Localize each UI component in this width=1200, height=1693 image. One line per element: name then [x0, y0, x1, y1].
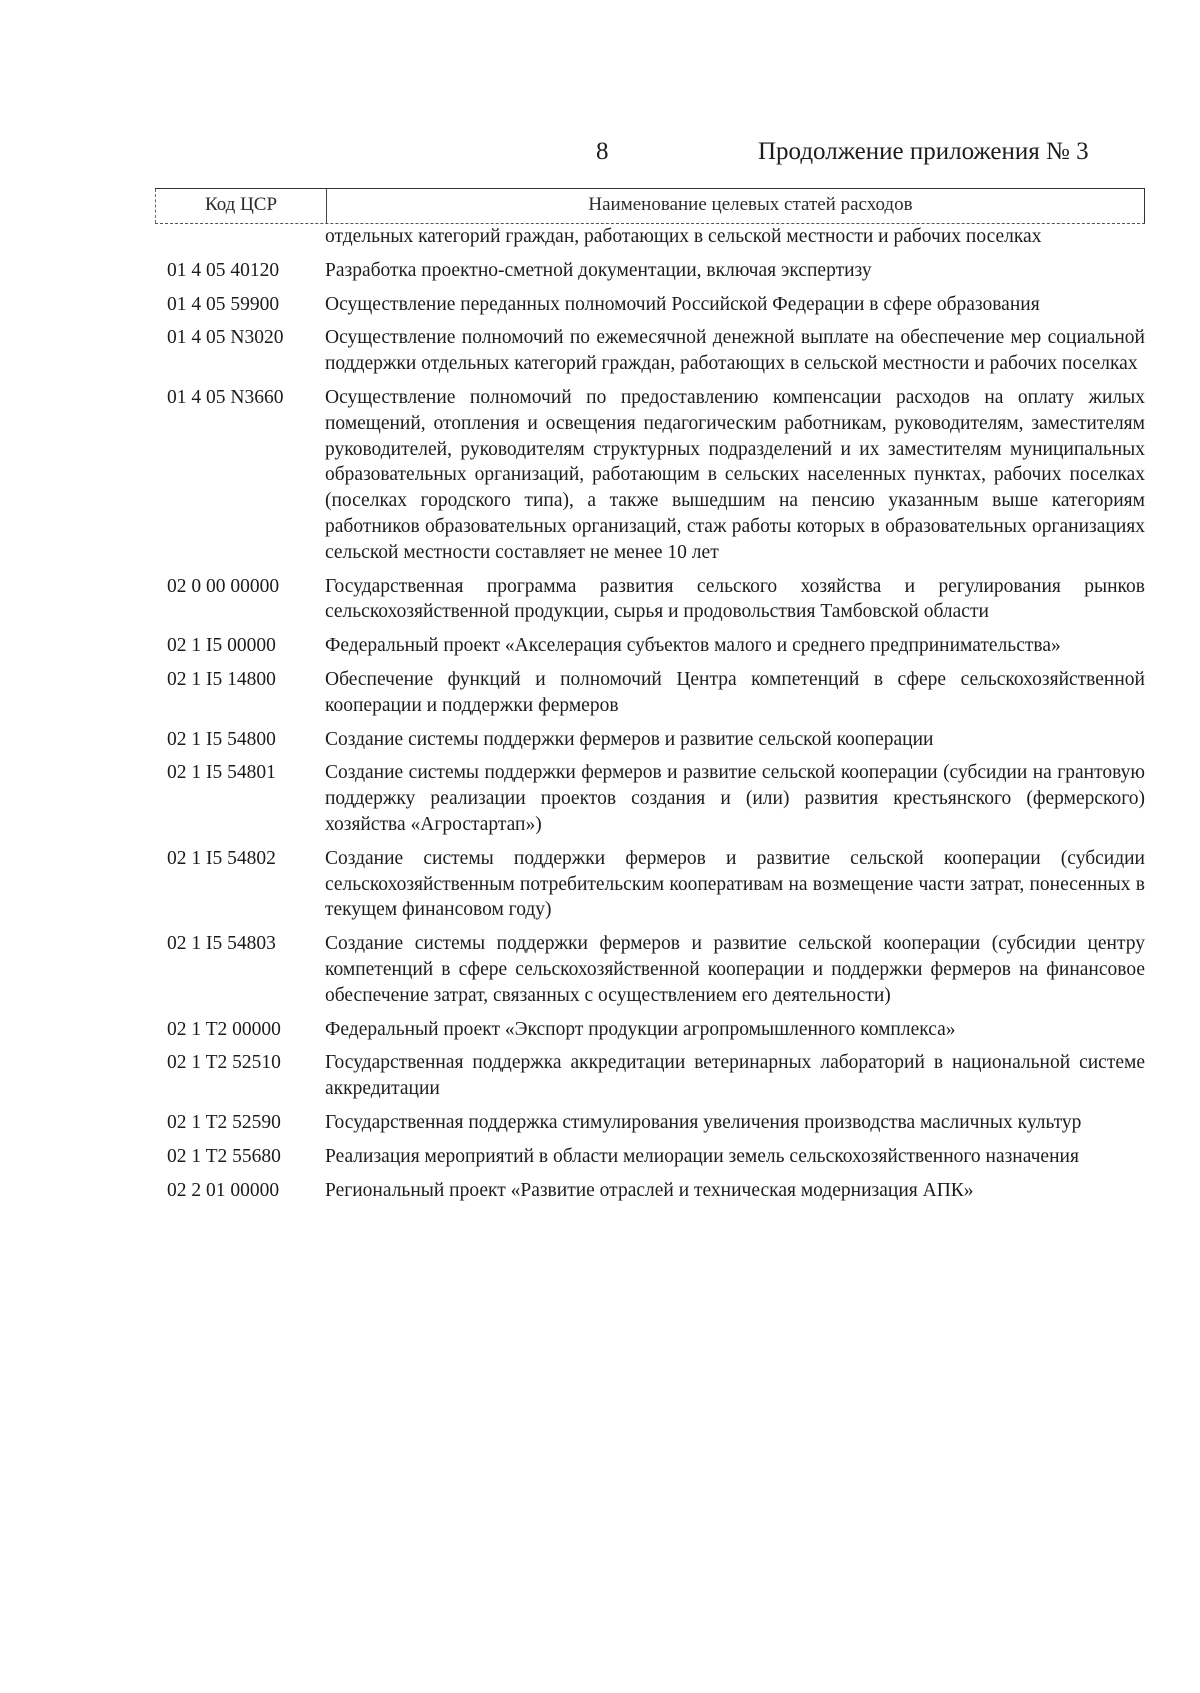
row-name: Создание системы поддержки фермеров и развитие сельской кооперации	[325, 728, 934, 750]
row-code: 02 1 T2 00000	[167, 1018, 281, 1040]
table-row	[155, 224, 1145, 254]
row-name: Создание системы поддержки фермеров и развитие сельской кооперации (субсидии сельскохозяйственным потребительским кооперативам на возмещение части затрат, понесенных в текущем финансовом году)	[325, 847, 1145, 921]
row-code: 02 1 I5 54802	[167, 847, 276, 869]
row-code: 02 1 I5 14800	[167, 668, 276, 690]
row-name: Государственная поддержка стимулирования увеличения производства масличных культур	[325, 1111, 1082, 1133]
row-name: Создание системы поддержки фермеров и развитие сельской кооперации (субсидии центру компетенций в сфере сельскохозяйственной кооперации и поддержки фермеров на финансовое обеспечение затрат, связанных с осуществлением его деятельности)	[325, 933, 1145, 1006]
table-row	[155, 1106, 1145, 1140]
row-code: 01 4 05 59900	[167, 293, 280, 315]
column-header-code: Код ЦСР	[155, 189, 327, 223]
table-row	[155, 927, 1145, 1012]
row-code: 02 1 I5 54801	[167, 762, 276, 784]
page-number: 8	[596, 138, 609, 165]
table-row	[155, 756, 1145, 841]
row-name: отдельных категорий граждан, работающих в сельской местности и рабочих поселках	[325, 226, 1042, 247]
row-name: Государственная поддержка аккредитации ветеринарных лабораторий в национальной системе аккредитации	[325, 1052, 1145, 1100]
row-name: Осуществление полномочий по ежемесячной денежной выплате на обеспечение мер социальной поддержки отдельных категорий граждан, работающих в сельской местности и рабочих поселках	[325, 327, 1145, 375]
table-row	[155, 842, 1145, 927]
table-row	[155, 629, 1145, 663]
table-row	[155, 321, 1145, 381]
row-name: Разработка проектно-сметной документации, включая экспертизу	[325, 259, 872, 281]
row-code: 01 4 05 40120	[167, 259, 280, 281]
row-name: Государственная программа развития сельского хозяйства и регулирования рынков сельскохозяйственной продукции, сырья и продовольствия Тамбовской области	[325, 575, 1145, 623]
table-row	[155, 254, 1145, 288]
row-code: 02 1 I5 54803	[167, 933, 276, 955]
row-code: 02 0 00 00000	[167, 575, 280, 597]
table-body	[155, 224, 1145, 1207]
row-name: Федеральный проект «Акселерация субъектов малого и среднего предпринимательства»	[325, 635, 1061, 657]
row-name: Создание системы поддержки фермеров и развитие сельской кооперации (субсидии на грантовую поддержку реализации проектов создания и (или) развития крестьянского (фермерского) хозяйства «Агростартап»)	[325, 762, 1145, 835]
table-row	[155, 381, 1145, 570]
table-row	[155, 288, 1145, 322]
row-name: Осуществление полномочий по предоставлению компенсации расходов на оплату жилых помещений, отопления и освещения педагогическим работникам, руководителям, заместителям руководителей, руководителям структурных подразделений и их заместителям муниципальных образовательных организаций, работающим в сельских населенных пунктах, рабочих поселках (поселках городского типа), а также вышедшим на пенсию указанным выше категориям работников образовательных организаций, стаж работы которых в образовательных организациях сельской местности составляет не менее 10 лет	[325, 386, 1145, 563]
row-code	[155, 224, 325, 228]
row-code: 02 2 01 00000	[167, 1179, 280, 1201]
table-row	[155, 663, 1145, 723]
row-name: Реализация мероприятий в области мелиорации земель сельскохозяйственного назначения	[325, 1145, 1079, 1167]
table-row	[155, 1013, 1145, 1047]
row-code: 01 4 05 N3020	[167, 327, 284, 349]
row-code: 02 1 I5 00000	[167, 635, 276, 657]
table-row	[155, 1174, 1145, 1208]
table-row	[155, 1046, 1145, 1106]
row-name: Осуществление переданных полномочий Российской Федерации в сфере образования	[325, 293, 1040, 315]
row-code: 01 4 05 N3660	[167, 386, 284, 408]
row-name: Региональный проект «Развитие отраслей и техническая модернизация АПК»	[325, 1179, 974, 1201]
row-code: 02 1 I5 54800	[167, 728, 276, 750]
row-code: 02 1 T2 55680	[167, 1145, 281, 1167]
table-row	[155, 723, 1145, 757]
table-row	[155, 570, 1145, 630]
row-code: 02 1 T2 52510	[167, 1052, 281, 1074]
row-name: Обеспечение функций и полномочий Центра компетенций в сфере сельскохозяйственной кооперации и поддержки фермеров	[325, 668, 1145, 716]
column-header-name: Наименование целевых статей расходов	[327, 189, 1145, 223]
table-row	[155, 1140, 1145, 1174]
continuation-title: Продолжение приложения № 3	[758, 138, 1089, 165]
row-name: Федеральный проект «Экспорт продукции агропромышленного комплекса»	[325, 1018, 956, 1040]
table-header	[155, 188, 1145, 224]
row-code: 02 1 T2 52590	[167, 1111, 281, 1133]
